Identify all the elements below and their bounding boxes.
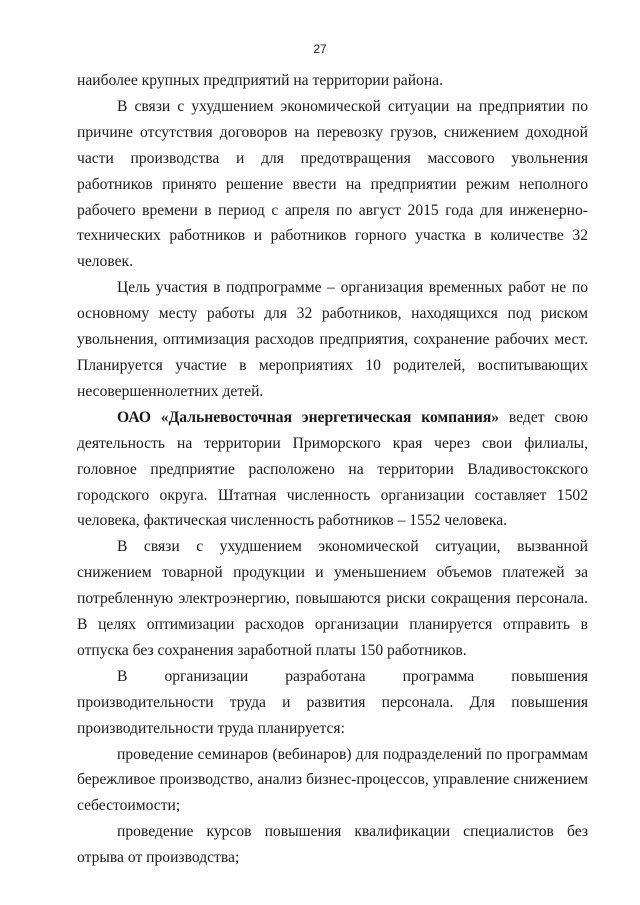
paragraph-2: В связи с ухудшением экономической ситуации на предприятии по причине отсутствия договоров на перевозку грузов, снижением доходной части производства и для предотвращения массового увольнения работников принято решение ввести на предприятии режим неполного рабочего времени в период с апреля по август 2015 года для инженерно-технических работников и работников горного участка в количестве 32 человек. xyxy=(77,97,588,271)
paragraph-7: проведение семинаров (вебинаров) для подразделений по программам бережливое производство, анализ бизнес-процессов, управление снижением себестоимости; xyxy=(77,745,588,815)
company-name: ОАО «Дальневосточная энергетическая компания» xyxy=(117,408,500,426)
page-number: 27 xyxy=(313,42,327,56)
paragraph-6: В организации разработана программа повышения производительности труда и развития персонала. Для повышения производительности труда планируется: xyxy=(77,667,588,737)
paragraph-4-text: ведет свою деятельность на территории Приморского края через свои филиалы, головное предприятие расположено на территории Владивостокского городского округа. Штатная численность организации составляет 1502 человека, фактическая численность работников – 1552 человека. xyxy=(77,408,589,530)
paragraph-5: В связи с ухудшением экономической ситуации, вызванной снижением товарной продукции и уменьшением объемов платежей за потребленную электроэнергию, повышаются риски сокращения персонала. В целях оптимизации расходов организации планируется отправить в отпуска без сохранения заработной платы 150 работников. xyxy=(77,538,588,659)
paragraph-3: Цель участия в подпрограмме – организация временных работ не по основному месту работы для 32 работников, находящихся под риском увольнения, оптимизация расходов предприятия, сохранение рабочих мест. Планируется участие в мероприятиях 10 родителей, воспитывающих несовершеннолетних детей. xyxy=(77,279,588,400)
paragraph-8: проведение курсов повышения квалификации специалистов без отрыва от производства; xyxy=(77,823,588,867)
paragraph-4 xyxy=(77,405,588,535)
paragraph-1: наиболее крупных предприятий на территории района. xyxy=(77,72,443,89)
document-body xyxy=(77,68,588,871)
